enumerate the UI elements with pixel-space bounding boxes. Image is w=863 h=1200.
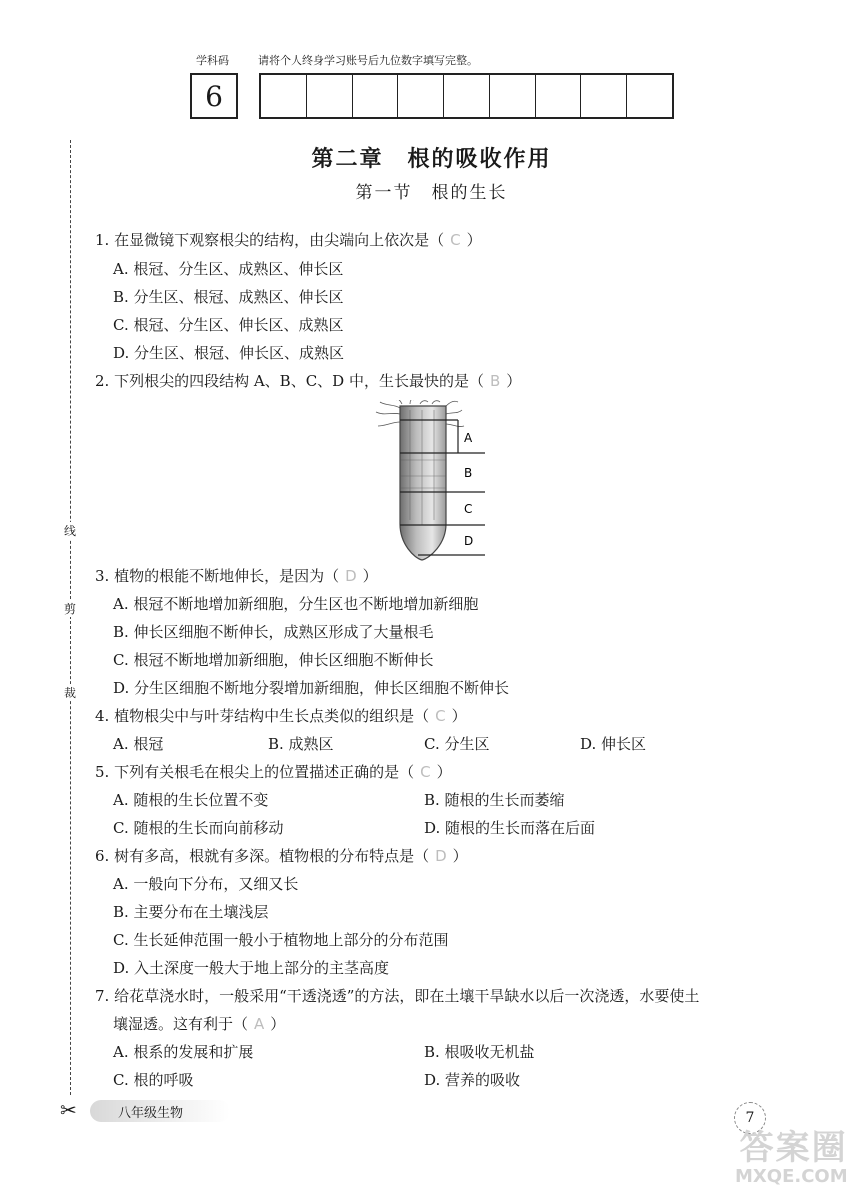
question-3-option-b: B. 伸长区细胞不断伸长，成熟区形成了大量根毛 — [113, 623, 434, 641]
question-5-option-a: A. 随根的生长位置不变 — [113, 791, 269, 809]
question-5-option-b: B. 随根的生长而萎缩 — [424, 791, 565, 809]
id-digit-box[interactable] — [443, 75, 489, 117]
question-2-stem: 2. 下列根尖的四段结构 A、B、C、D 中，生长最快的是（ B ） — [95, 372, 522, 390]
question-4-option-c: C. 分生区 — [424, 735, 490, 753]
watermark-line1: 答案圈 — [739, 1128, 848, 1168]
question-1-answer: C — [450, 231, 461, 249]
id-digit-box[interactable] — [535, 75, 581, 117]
question-6-option-a: A. 一般向下分布，又细又长 — [113, 875, 299, 893]
id-digit-box[interactable] — [580, 75, 626, 117]
chapter-title: 第二章 根的吸收作用 — [311, 146, 552, 172]
footer-book-label: 八年级生物 — [90, 1100, 230, 1122]
question-6-option-b: B. 主要分布在土壤浅层 — [113, 903, 269, 921]
id-digit-box[interactable] — [306, 75, 352, 117]
question-3-option-d: D. 分生区细胞不断地分裂增加新细胞，伸长区细胞不断伸长 — [113, 679, 510, 697]
question-7-option-a: A. 根系的发展和扩展 — [113, 1043, 254, 1061]
question-5-answer: C — [420, 763, 431, 781]
id-digit-box[interactable] — [626, 75, 672, 117]
question-1-stem: 1. 在显微镜下观察根尖的结构，由尖端向上依次是（ C ） — [95, 231, 482, 249]
question-7-option-c: C. 根的呼吸 — [113, 1071, 194, 1089]
question-4-option-d: D. 伸长区 — [580, 735, 647, 753]
question-7-stem-line2: 壤湿透。这有利于（ A ） — [113, 1015, 286, 1033]
question-7-stem-line1: 7. 给花草浇水时，一般采用“干透浇透”的方法，即在土壤干旱缺水以后一次浇透，水要使土 — [95, 987, 700, 1005]
question-6-option-d: D. 入土深度一般大于地上部分的主茎高度 — [113, 959, 390, 977]
question-1-option-c: C. 根冠、分生区、伸长区、成熟区 — [113, 316, 344, 334]
id-digit-box[interactable] — [261, 75, 306, 117]
account-id-boxes — [259, 73, 674, 119]
root-body — [400, 406, 446, 560]
question-3-answer: D — [345, 567, 357, 585]
figure-label-a: A — [464, 431, 473, 445]
question-6-stem: 6. 树有多高，根就有多深。植物根的分布特点是（ D ） — [95, 847, 468, 865]
cut-line-char-cai: 裁 — [63, 686, 76, 700]
cut-line-char-xian: 线 — [63, 524, 76, 538]
figure-label-c: C — [464, 502, 473, 516]
watermark-line2: MXQE.COM — [735, 1166, 848, 1188]
question-3-option-c: C. 根冠不断地增加新细胞，伸长区细胞不断伸长 — [113, 651, 434, 669]
figure-label-d: D — [464, 534, 474, 548]
question-5-stem: 5. 下列有关根毛在根尖上的位置描述正确的是（ C ） — [95, 763, 452, 781]
question-7-option-b: B. 根吸收无机盐 — [424, 1043, 535, 1061]
section-title: 第一节 根的生长 — [355, 183, 508, 203]
question-4-option-a: A. 根冠 — [113, 735, 164, 753]
question-1-option-b: B. 分生区、根冠、成熟区、伸长区 — [113, 288, 344, 306]
id-digit-box[interactable] — [352, 75, 398, 117]
root-tip-figure — [370, 400, 500, 562]
question-3-option-a: A. 根冠不断地增加新细胞，分生区也不断地增加新细胞 — [113, 595, 479, 613]
site-watermark — [735, 1130, 848, 1187]
question-6-answer: D — [435, 847, 447, 865]
question-1-option-a: A. 根冠、分生区、成熟区、伸长区 — [113, 260, 344, 278]
question-1-option-d: D. 分生区、根冠、伸长区、成熟区 — [113, 344, 345, 362]
question-7-option-d: D. 营养的吸收 — [424, 1071, 521, 1089]
scissors-icon: ✂ — [60, 1098, 77, 1122]
cut-line — [70, 140, 71, 1095]
question-4-option-b: B. 成熟区 — [268, 735, 334, 753]
subject-code-label: 学科码 — [196, 54, 229, 67]
question-7-answer: A — [254, 1015, 265, 1033]
cut-line-char-jian: 剪 — [63, 602, 76, 616]
question-5-option-c: C. 随根的生长而向前移动 — [113, 819, 284, 837]
subject-code-box: 6 — [190, 73, 238, 119]
question-2-answer: B — [489, 372, 501, 390]
question-4-answer: C — [435, 707, 446, 725]
question-6-option-c: C. 生长延伸范围一般小于植物地上部分的分布范围 — [113, 931, 449, 949]
account-instruction: 请将个人终身学习账号后九位数字填写完整。 — [258, 54, 478, 67]
id-digit-box[interactable] — [397, 75, 443, 117]
question-4-stem: 4. 植物根尖中与叶芽结构中生长点类似的组织是（ C ） — [95, 707, 467, 725]
question-5-option-d: D. 随根的生长而落在后面 — [424, 819, 596, 837]
id-digit-box[interactable] — [489, 75, 535, 117]
page-number: 7 — [734, 1102, 766, 1134]
question-3-stem: 3. 植物的根能不断地伸长，是因为（ D ） — [95, 567, 378, 585]
figure-label-b: B — [464, 466, 473, 480]
